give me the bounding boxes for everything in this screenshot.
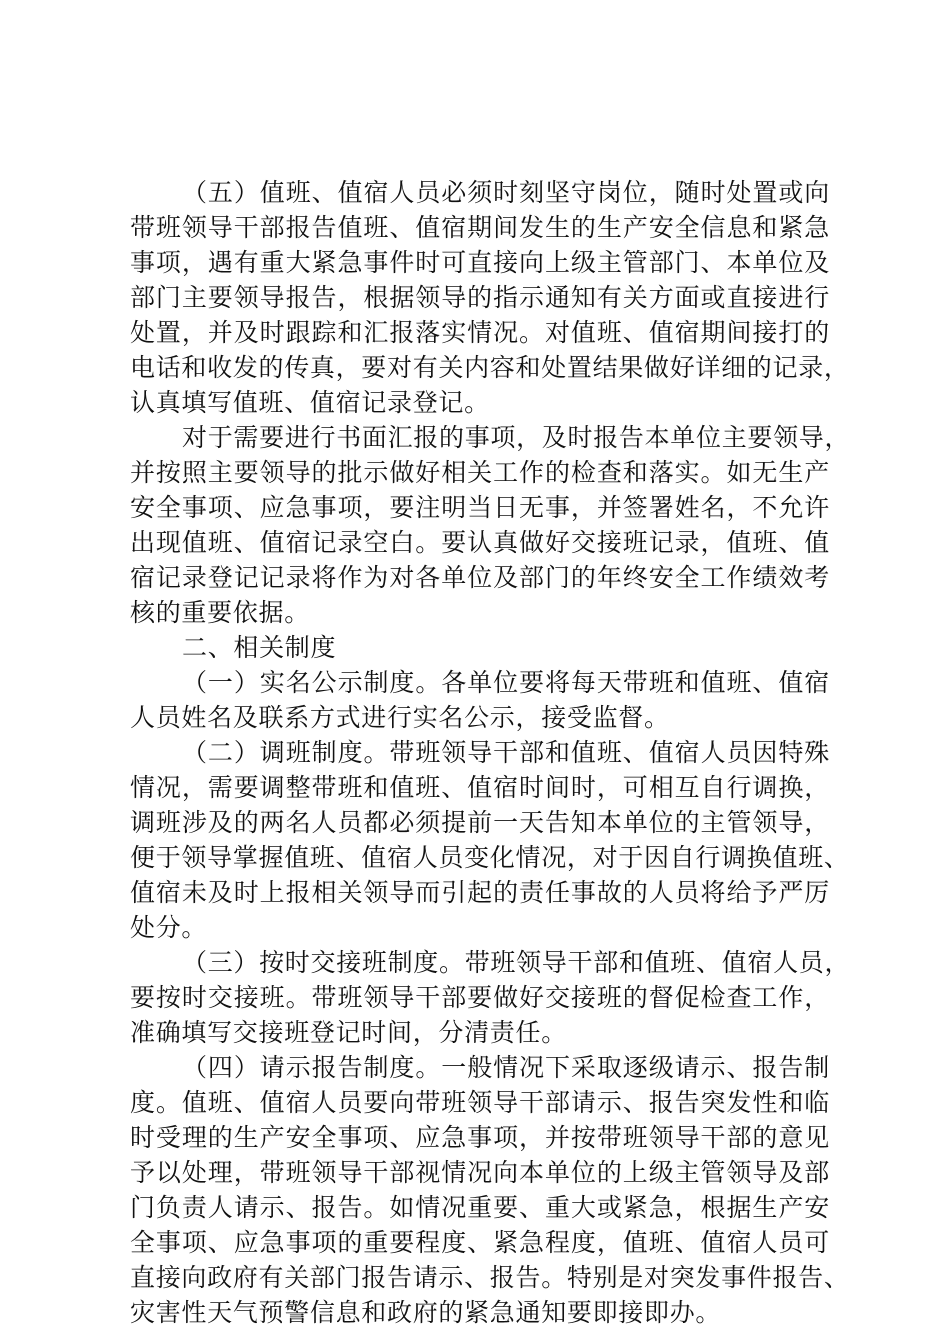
paragraph-line: 灾害性天气预警信息和政府的紧急通知要即接即办。 <box>130 1298 722 1327</box>
paragraph-line: 予以处理，带班领导干部视情况向本单位的上级主管领导及部 <box>130 1158 830 1187</box>
paragraph-line: 值宿未及时上报相关领导而引起的责任事故的人员将给予严厉 <box>130 878 830 907</box>
section-heading: 二、相关制度 <box>182 633 337 662</box>
paragraph-line: 情况，需要调整带班和值班、值宿时间时，可相互自行调换， <box>130 773 830 802</box>
paragraph-line: 宿记录登记记录将作为对各单位及部门的年终安全工作绩效考 <box>130 563 830 592</box>
paragraph-line: 度。值班、值宿人员要向带班领导干部请示、报告突发性和临 <box>130 1088 830 1117</box>
paragraph-line: 安全事项、应急事项，要注明当日无事，并签署姓名，不允许 <box>130 493 830 522</box>
paragraph-line: 直接向政府有关部门报告请示、报告。特别是对突发事件报告、 <box>130 1263 850 1292</box>
paragraph-line: 电话和收发的传真，要对有关内容和处置结果做好详细的记录， <box>130 353 850 382</box>
paragraph-line: （五）值班、值宿人员必须时刻坚守岗位，随时处置或向 <box>182 178 830 207</box>
paragraph-line: （二）调班制度。带班领导干部和值班、值宿人员因特殊 <box>182 738 830 767</box>
paragraph-line: （三）按时交接班制度。带班领导干部和值班、值宿人员， <box>182 948 851 977</box>
paragraph-line: 带班领导干部报告值班、值宿期间发生的生产安全信息和紧急 <box>130 213 830 242</box>
paragraph-line: 便于领导掌握值班、值宿人员变化情况，对于因自行调换值班、 <box>130 843 850 872</box>
paragraph-line: 出现值班、值宿记录空白。要认真做好交接班记录，值班、值 <box>130 528 830 557</box>
paragraph-line: 准确填写交接班登记时间，分清责任。 <box>130 1018 567 1047</box>
paragraph-line: 事项，遇有重大紧急事件时可直接向上级主管部门、本单位及 <box>130 248 830 277</box>
paragraph-line: 处置，并及时跟踪和汇报落实情况。对值班、值宿期间接打的 <box>130 318 830 347</box>
paragraph-line: 时受理的生产安全事项、应急事项，并按带班领导干部的意见 <box>130 1123 830 1152</box>
paragraph-line: （一）实名公示制度。各单位要将每天带班和值班、值宿 <box>182 668 830 697</box>
paragraph-line: 处分。 <box>130 913 208 942</box>
paragraph-line: 对于需要进行书面汇报的事项，及时报告本单位主要领导， <box>182 423 851 452</box>
paragraph-line: （四）请示报告制度。一般情况下采取逐级请示、报告制 <box>182 1053 830 1082</box>
paragraph-line: 核的重要依据。 <box>130 598 310 627</box>
paragraph-line: 调班涉及的两名人员都必须提前一天告知本单位的主管领导， <box>130 808 830 837</box>
paragraph-line: 并按照主要领导的批示做好相关工作的检查和落实。如无生产 <box>130 458 830 487</box>
paragraph-line: 人员姓名及联系方式进行实名公示，接受监督。 <box>130 703 670 732</box>
paragraph-line: 部门主要领导报告，根据领导的指示通知有关方面或直接进行 <box>130 283 830 312</box>
paragraph-line: 门负责人请示、报告。如情况重要、重大或紧急，根据生产安 <box>130 1193 830 1222</box>
paragraph-line: 认真填写值班、值宿记录登记。 <box>130 388 490 417</box>
paragraph-line: 全事项、应急事项的重要程度、紧急程度，值班、值宿人员可 <box>130 1228 830 1257</box>
paragraph-line: 要按时交接班。带班领导干部要做好交接班的督促检查工作， <box>130 983 830 1012</box>
